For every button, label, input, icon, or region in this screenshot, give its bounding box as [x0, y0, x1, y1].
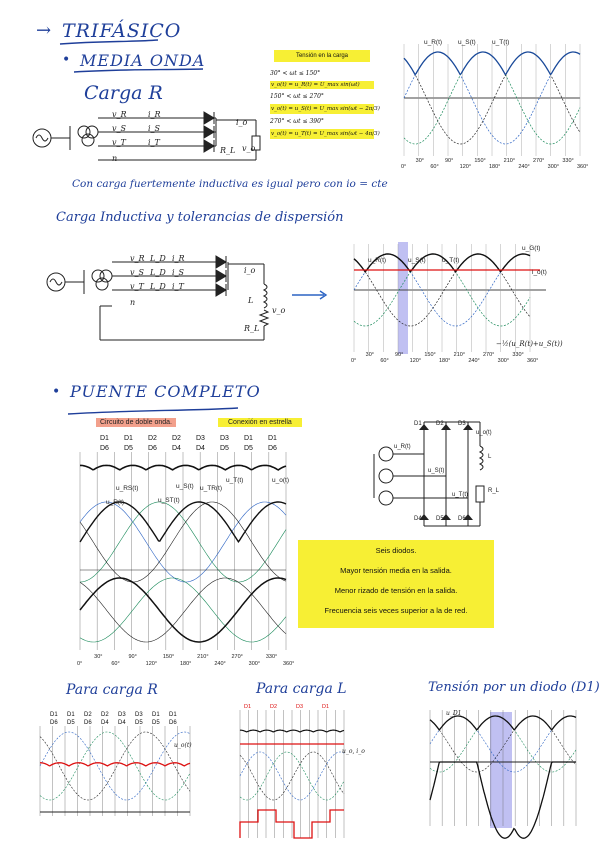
circuit-l-vo: v_o	[272, 306, 286, 315]
circuit-l-iR: i_R	[172, 254, 185, 263]
bridge-uT: u_T(t)	[452, 492, 469, 498]
r-diode-top-0: D1	[50, 712, 58, 718]
bridge-diode-bottom-1: D5	[124, 445, 133, 452]
bridge-tick-0: 0°	[77, 661, 83, 667]
bridge-info-box	[298, 540, 494, 628]
bridge-tick-6: 180°	[180, 661, 192, 667]
bridge-label-2: u_TR(t)	[200, 485, 223, 492]
bridge-tag-left: Circuito de doble onda.	[96, 418, 176, 427]
bridge-tick-7: 210°	[197, 654, 209, 660]
half-wave-waveform	[398, 36, 594, 170]
r-diode-bottom-3: D4	[101, 720, 109, 726]
bridge-D1: D1	[414, 421, 422, 427]
wave2-tick-2: 60°	[380, 358, 389, 364]
info-line-4: Frecuencia seis veces superior a la de red.	[324, 606, 468, 615]
wave1-tick-4: 120°	[459, 164, 472, 170]
circuit-l-vR: v_R	[130, 254, 145, 263]
bridge-diode-bottom-7: D6	[268, 445, 277, 452]
tension-diodo: Tensión por un diodo (D1)	[428, 680, 600, 695]
bridge-tick-5: 150°	[162, 654, 175, 660]
wave2-tick-9: 270°	[483, 352, 495, 358]
circuit-r-vR: v_R	[112, 110, 127, 119]
wave2-tick-3: 90°	[395, 352, 404, 358]
arrow-to-waveform	[292, 290, 332, 300]
table-range-1: 30° < ωt ≤ 150°	[270, 70, 321, 77]
bridge-label-5: u_S(t)	[176, 483, 194, 490]
wave1-tick-3: 90°	[445, 158, 454, 164]
para-carga-l: Para carga L	[256, 681, 347, 697]
bridge-diode-bottom-2: D6	[148, 445, 157, 452]
wave1-label-2: u_T(t)	[492, 39, 510, 46]
l-diode-0: D1	[244, 704, 252, 710]
d-band	[490, 712, 512, 828]
bridge-diode-top-2: D2	[148, 435, 157, 442]
page-title: TRIFÁSICO	[62, 20, 182, 42]
table-eq-3: v_o(t) = u_T(t) = U_max sin(ωt − 4π/3)	[271, 131, 380, 137]
wave1-label-1: u_S(t)	[458, 39, 476, 46]
r-diode-top-2: D2	[84, 712, 92, 718]
circuit-l-LD2: L_D	[150, 268, 166, 277]
bullet-2: •	[52, 384, 61, 400]
inductive-heading: Carga Inductiva y tolerancias de dispersión	[56, 210, 344, 225]
wave2-label-4: u_G(t)	[522, 245, 541, 252]
circuit-r-vT: v_T	[112, 138, 126, 147]
bridge-L: L	[488, 454, 492, 460]
r-diode-top-7: D1	[169, 712, 177, 718]
wave1-tick-0: 0°	[401, 164, 407, 170]
bridge-diode-bottom-5: D5	[220, 445, 229, 452]
bridge-diode-top-1: D1	[124, 435, 133, 442]
bridge-label-6: u_T(t)	[226, 477, 244, 484]
bridge-label-1: u_ST(t)	[158, 497, 180, 504]
l-diode-1: D2	[270, 704, 278, 710]
para-carga-r: Para carga R	[66, 682, 158, 698]
half-wave-table-header: Tensión en la carga	[274, 50, 370, 62]
bridge-diode-bottom-6: D5	[244, 445, 253, 452]
r-diode-bottom-5: D5	[135, 720, 143, 726]
bridge-D3: D3	[458, 421, 466, 427]
wave2-tick-11: 330°	[512, 352, 524, 358]
bullet-1: •	[62, 52, 71, 68]
bridge-tick-2: 60°	[111, 661, 120, 667]
r-diode-bottom-0: D6	[50, 720, 58, 726]
bottom-r-uo: u_o(t)	[174, 742, 192, 749]
circuit-l-iT: i_T	[172, 282, 184, 291]
bottom-r-waveform	[36, 708, 196, 818]
bridge-D2: D2	[436, 421, 444, 427]
bridge-tick-4: 120°	[145, 661, 158, 667]
table-range-2: 150° < ωt ≤ 270°	[270, 93, 324, 100]
bridge-D6: D6	[458, 516, 466, 522]
bridge-diode-top-0: D1	[100, 435, 109, 442]
info-line-2: Mayor tensión media en la salida.	[340, 566, 452, 575]
bridge-tick-10: 300°	[248, 661, 261, 667]
bridge-uR: u_R(t)	[394, 444, 411, 450]
circuit-r-vo: v_o	[242, 144, 256, 153]
circuit-l-vS: v_S	[130, 268, 144, 277]
r-diode-bottom-6: D5	[152, 720, 160, 726]
bridge-tick-3: 90°	[128, 654, 137, 660]
wave2-label-2: u_T(t)	[442, 257, 460, 264]
circuit-l-vT: v_T	[130, 282, 144, 291]
table-range-3: 270° < ωt ≤ 390°	[270, 118, 324, 125]
wave2-tick-6: 180°	[439, 358, 451, 364]
r-diode-top-4: D3	[118, 712, 126, 718]
wave1-tick-12: 360°	[577, 164, 589, 170]
wave1-tick-10: 300°	[547, 164, 560, 170]
bridge-label-3: u_o(t)	[272, 477, 289, 484]
bridge-tick-12: 360°	[283, 661, 295, 667]
circuit-r-iT: i_T	[148, 138, 160, 147]
wave1-tick-6: 180°	[489, 164, 501, 170]
bridge-label-0: u_RS(t)	[116, 485, 139, 492]
circuit-l-L: L	[248, 296, 254, 305]
wave2-tick-5: 150°	[424, 352, 436, 358]
bridge-label-4: u_R(t)	[106, 499, 125, 506]
table-eq-1: v_o(t) = u_R(t) = U_max sin(ωt)	[270, 81, 374, 89]
full-bridge-heading: PUENTE COMPLETO	[70, 382, 261, 401]
wave2-label-0: u_R(t)	[368, 257, 387, 264]
r-diode-top-1: D1	[67, 712, 75, 718]
half-wave-heading: MEDIA ONDA	[80, 51, 206, 70]
circuit-l-LD1: L_D	[150, 254, 166, 263]
bridge-diode-bottom-3: D4	[172, 445, 181, 452]
half-wave-table	[270, 66, 380, 170]
wave2-tick-0: 0°	[351, 358, 357, 364]
bottom-l-waveform	[238, 702, 350, 842]
bridge-tag-right: Conexión en estrella	[218, 418, 302, 427]
circuit-l-n: n	[130, 298, 136, 307]
bottom-d-label: u_D1	[446, 710, 462, 717]
bridge-tick-9: 270°	[231, 654, 243, 660]
r-diode-bottom-7: D6	[169, 720, 177, 726]
circuit-r-n: n	[112, 154, 118, 163]
wave2-tick-10: 300°	[497, 358, 510, 364]
wave2-tick-7: 210°	[453, 352, 466, 358]
wave2-tick-8: 240°	[468, 358, 480, 364]
wave2-formula: −½(u_R(t)+u_S(t))	[496, 340, 563, 348]
circuit-r-io: i_o	[236, 118, 248, 127]
l-diode-2: D3	[296, 704, 304, 710]
wave2-tick-1: 30°	[365, 352, 374, 358]
l-diode-3: D1	[322, 704, 330, 710]
r-diode-bottom-2: D6	[84, 720, 92, 726]
bottom-d-waveform	[428, 704, 588, 828]
wave1-label-0: u_R(t)	[424, 39, 443, 46]
circuit-r-diagram	[26, 112, 266, 172]
wave2-tick-12: 360°	[527, 358, 539, 364]
wave1-tick-8: 240°	[518, 164, 530, 170]
title-arrow: →	[36, 20, 52, 41]
circuit-l-RL: R_L	[244, 324, 260, 333]
wave1-tick-2: 60°	[430, 164, 439, 170]
wave2-label-1: u_S(t)	[408, 257, 426, 264]
wave1-tick-7: 210°	[503, 158, 516, 164]
bridge-diode-top-7: D1	[268, 435, 277, 442]
circuit-l-LD3: L_D	[150, 282, 166, 291]
bridge-D5: D5	[436, 516, 444, 522]
wave2-label-3: i_o(t)	[532, 269, 547, 276]
inductive-remark: Con carga fuertemente inductiva es igual pero con io = cte	[72, 178, 388, 190]
table-eq-2: v_o(t) = u_S(t) = U_max sin(ωt − 2π/3)	[271, 106, 380, 112]
bridge-diode-top-4: D3	[196, 435, 205, 442]
bridge-uo: u_o(t)	[476, 430, 492, 436]
r-diode-bottom-4: D4	[118, 720, 126, 726]
bridge-uS: u_S(t)	[428, 468, 445, 474]
circuit-r-iS: i_S	[148, 124, 161, 133]
r-diode-bottom-1: D5	[67, 720, 75, 726]
bridge-waveform	[76, 430, 296, 666]
info-line-1: Seis diodos.	[375, 546, 417, 555]
circuit-r-RL: R_L	[220, 146, 236, 155]
bridge-RL: R_L	[488, 488, 500, 494]
info-line-3: Menor rizado de tensión en la salida.	[334, 586, 458, 595]
load-r-heading: Carga R	[84, 82, 163, 104]
bridge-diode-top-3: D2	[172, 435, 181, 442]
wave1-tick-1: 30°	[415, 158, 424, 164]
wave1-tick-5: 150°	[474, 158, 486, 164]
circuit-r-iR: i_R	[148, 110, 161, 119]
r-diode-top-3: D2	[101, 712, 109, 718]
bridge-tick-1: 30°	[94, 654, 103, 660]
bridge-tick-8: 240°	[214, 661, 226, 667]
wave2-tick-4: 120°	[409, 358, 422, 364]
bridge-diode-top-5: D3	[220, 435, 229, 442]
circuit-r-vS: v_S	[112, 124, 126, 133]
circuit-l-io: i_o	[244, 266, 256, 275]
circuit-l-iS: i_S	[172, 268, 185, 277]
bridge-D4: D4	[414, 516, 422, 522]
r-diode-top-6: D1	[152, 712, 160, 718]
bridge-diode-bottom-0: D6	[100, 445, 109, 452]
bridge-tick-11: 330°	[265, 654, 278, 660]
wave1-tick-9: 270°	[533, 158, 545, 164]
bottom-l-uo: u_o, i_o	[342, 748, 365, 755]
bridge-diode-bottom-4: D4	[196, 445, 205, 452]
r-diode-top-5: D3	[135, 712, 143, 718]
bridge-diode-top-6: D1	[244, 435, 253, 442]
wave1-tick-11: 330°	[562, 158, 574, 164]
